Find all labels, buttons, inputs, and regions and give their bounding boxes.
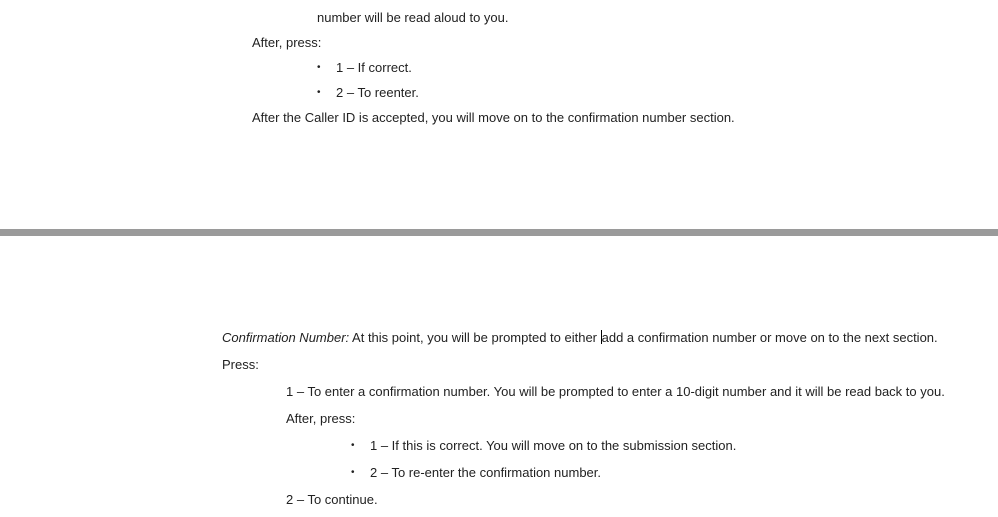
sub-option-correct: 1 – If this is correct. You will move on to the submission section. <box>370 438 737 453</box>
page-separator <box>0 229 998 236</box>
after-press-label: After, press: <box>252 35 322 50</box>
after-press-label: After, press: <box>286 411 356 426</box>
continued-text-line: number will be read aloud to you. <box>317 10 509 25</box>
press-label: Press: <box>222 357 259 372</box>
option-continue: 2 – To continue. <box>286 492 378 507</box>
sub-option-reenter: 2 – To re-enter the confirmation number. <box>370 465 601 480</box>
document-page-top <box>0 0 998 229</box>
document-page-bottom <box>0 236 998 517</box>
section-paragraph[interactable] <box>222 330 938 346</box>
option-correct: 1 – If correct. <box>336 60 412 75</box>
bullet-icon: • <box>317 62 321 73</box>
section-intro-part-1: At this point, you will be prompted to either <box>349 330 601 345</box>
bullet-icon: • <box>351 467 355 478</box>
bullet-icon: • <box>351 440 355 451</box>
section-title: Confirmation Number: <box>222 330 350 345</box>
closing-line: After the Caller ID is accepted, you will move on to the confirmation number section. <box>252 110 735 125</box>
option-reenter: 2 – To reenter. <box>336 85 419 100</box>
bullet-icon: • <box>317 87 321 98</box>
option-enter-confirmation: 1 – To enter a confirmation number. You will be prompted to enter a 10-digit number and it will be read back to you. <box>286 384 945 399</box>
section-intro-part-2: add a confirmation number or move on to the next section. <box>601 330 938 345</box>
